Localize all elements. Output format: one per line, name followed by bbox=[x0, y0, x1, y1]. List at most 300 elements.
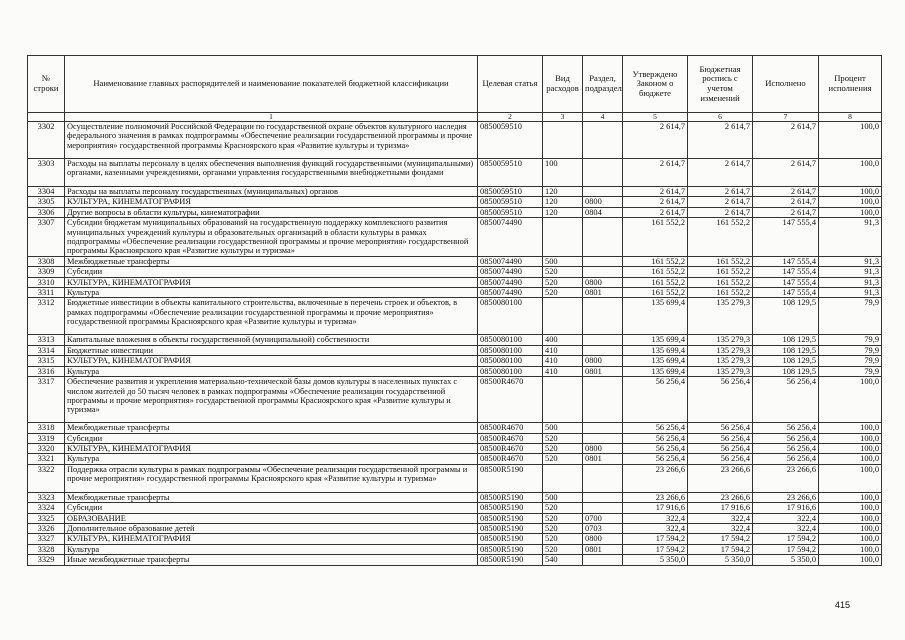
row-number: 3305 bbox=[28, 197, 65, 207]
row-number: 3318 bbox=[28, 423, 65, 433]
table-row bbox=[28, 523, 882, 533]
execution-percent: 100,0 bbox=[819, 544, 882, 554]
section-code bbox=[583, 267, 623, 277]
budget-list-amount: 322,4 bbox=[688, 513, 753, 523]
target-article: 08500R5190 bbox=[478, 513, 543, 523]
table-row bbox=[28, 197, 882, 207]
table-row bbox=[28, 492, 882, 502]
execution-percent: 100,0 bbox=[819, 443, 882, 453]
expense-type: 520 bbox=[543, 288, 583, 298]
execution-percent: 79,9 bbox=[819, 366, 882, 376]
section-code: 0804 bbox=[583, 207, 623, 217]
section-code: 0800 bbox=[583, 534, 623, 544]
expense-type: 520 bbox=[543, 523, 583, 533]
row-number: 3306 bbox=[28, 207, 65, 217]
row-number: 3320 bbox=[28, 443, 65, 453]
approved-amount: 17 594,2 bbox=[623, 534, 688, 544]
target-article: 0850074490 bbox=[478, 218, 543, 257]
table-row bbox=[28, 335, 882, 345]
executed-amount: 56 256,4 bbox=[753, 377, 819, 423]
row-name: Культура bbox=[65, 288, 478, 298]
execution-percent: 91,3 bbox=[819, 218, 882, 257]
row-number: 3329 bbox=[28, 555, 65, 565]
expense-type: 540 bbox=[543, 555, 583, 565]
table-row bbox=[28, 277, 882, 287]
execution-percent: 100,0 bbox=[819, 377, 882, 423]
row-name: Капитальные вложения в объекты государственной (муниципальной) собственности bbox=[65, 335, 478, 345]
row-name: Межбюджетные трансферты bbox=[65, 492, 478, 502]
section-code bbox=[583, 464, 623, 492]
target-article: 08500R5190 bbox=[478, 492, 543, 502]
row-number: 3302 bbox=[28, 122, 65, 159]
row-number: 3304 bbox=[28, 187, 65, 197]
target-article: 0850074490 bbox=[478, 277, 543, 287]
target-article: 08500R5190 bbox=[478, 503, 543, 513]
header-approved: Утверждено Законом о бюджете bbox=[623, 56, 688, 113]
row-name: Другие вопросы в области культуры, кинематографии bbox=[65, 207, 478, 217]
target-article: 08500R4670 bbox=[478, 433, 543, 443]
target-article: 0850059510 bbox=[478, 187, 543, 197]
section-code bbox=[583, 423, 623, 433]
executed-amount: 2 614,7 bbox=[753, 187, 819, 197]
section-code: 0800 bbox=[583, 197, 623, 207]
target-article: 08500R5190 bbox=[478, 534, 543, 544]
row-name: Субсидии бюджетам муниципальных образований на государственную поддержку комплексного развития муниципальных учреждений культуры и образовательных организаций в области культуры в рамках подпрограммы «Обеспечение реализации государственной программы и прочие мероприятия» государственной программы Красноярского края «Развитие культуры и туризма» bbox=[65, 218, 478, 257]
expense-type: 520 bbox=[543, 267, 583, 277]
expense-type: 400 bbox=[543, 335, 583, 345]
column-number: 2 bbox=[478, 113, 543, 122]
execution-percent: 100,0 bbox=[819, 207, 882, 217]
section-code bbox=[583, 377, 623, 423]
column-number: 7 bbox=[753, 113, 819, 122]
budget-list-amount: 2 614,7 bbox=[688, 207, 753, 217]
section-code bbox=[583, 122, 623, 159]
row-number: 3309 bbox=[28, 267, 65, 277]
table-row bbox=[28, 503, 882, 513]
expense-type bbox=[543, 464, 583, 492]
budget-execution-table bbox=[27, 55, 882, 566]
row-name: Межбюджетные трансферты bbox=[65, 423, 478, 433]
executed-amount: 56 256,4 bbox=[753, 454, 819, 464]
expense-type: 500 bbox=[543, 423, 583, 433]
section-code: 0800 bbox=[583, 443, 623, 453]
expense-type: 520 bbox=[543, 503, 583, 513]
executed-amount: 56 256,4 bbox=[753, 423, 819, 433]
budget-list-amount: 135 279,3 bbox=[688, 356, 753, 366]
column-number: 8 bbox=[819, 113, 882, 122]
table-row bbox=[28, 443, 882, 453]
execution-percent: 100,0 bbox=[819, 513, 882, 523]
execution-percent: 100,0 bbox=[819, 534, 882, 544]
expense-type: 100 bbox=[543, 159, 583, 187]
row-number: 3311 bbox=[28, 288, 65, 298]
table-row bbox=[28, 218, 882, 257]
table-row bbox=[28, 423, 882, 433]
execution-percent: 79,9 bbox=[819, 335, 882, 345]
expense-type: 120 bbox=[543, 207, 583, 217]
approved-amount: 135 699,4 bbox=[623, 366, 688, 376]
budget-list-amount: 322,4 bbox=[688, 523, 753, 533]
approved-amount: 23 266,6 bbox=[623, 492, 688, 502]
column-number: 1 bbox=[65, 113, 478, 122]
row-name: Культура bbox=[65, 544, 478, 554]
approved-amount: 161 552,2 bbox=[623, 277, 688, 287]
row-number: 3312 bbox=[28, 298, 65, 335]
budget-list-amount: 135 279,3 bbox=[688, 345, 753, 355]
table-header-row bbox=[28, 56, 882, 113]
approved-amount: 56 256,4 bbox=[623, 454, 688, 464]
table-row bbox=[28, 267, 882, 277]
execution-percent: 100,0 bbox=[819, 555, 882, 565]
approved-amount: 2 614,7 bbox=[623, 159, 688, 187]
table-row bbox=[28, 534, 882, 544]
row-name: Культура bbox=[65, 366, 478, 376]
budget-list-amount: 135 279,3 bbox=[688, 366, 753, 376]
row-name: Обеспечение развития и укрепления материально-технической базы домов культуры в населенных пунктах с числом жителей до 50 тысяч человек в рамках подпрограммы «Обеспечение реализации государственной программы и прочие мероприятия» государственной программы Красноярского края «Развитие культуры и туризма» bbox=[65, 377, 478, 423]
approved-amount: 56 256,4 bbox=[623, 423, 688, 433]
execution-percent: 100,0 bbox=[819, 503, 882, 513]
column-number: 3 bbox=[543, 113, 583, 122]
execution-percent: 100,0 bbox=[819, 122, 882, 159]
row-number: 3308 bbox=[28, 256, 65, 266]
section-code: 0703 bbox=[583, 523, 623, 533]
execution-percent: 100,0 bbox=[819, 454, 882, 464]
target-article: 0850074490 bbox=[478, 267, 543, 277]
table-row bbox=[28, 122, 882, 159]
executed-amount: 56 256,4 bbox=[753, 443, 819, 453]
section-code bbox=[583, 503, 623, 513]
target-article: 0850080100 bbox=[478, 298, 543, 335]
budget-list-amount: 161 552,2 bbox=[688, 256, 753, 266]
executed-amount: 2 614,7 bbox=[753, 207, 819, 217]
column-number: 6 bbox=[688, 113, 753, 122]
approved-amount: 23 266,6 bbox=[623, 464, 688, 492]
section-code: 0801 bbox=[583, 544, 623, 554]
row-name: Дополнительное образование детей bbox=[65, 523, 478, 533]
row-name: Межбюджетные трансферты bbox=[65, 256, 478, 266]
section-code bbox=[583, 159, 623, 187]
row-name: Поддержка отрасли культуры в рамках подпрограммы «Обеспечение реализации государственной программы и прочие мероприятия» государственной программы Красноярского края «Развитие культуры и туризма» bbox=[65, 464, 478, 492]
approved-amount: 5 350,0 bbox=[623, 555, 688, 565]
execution-percent: 91,3 bbox=[819, 256, 882, 266]
approved-amount: 322,4 bbox=[623, 513, 688, 523]
row-number: 3327 bbox=[28, 534, 65, 544]
section-code bbox=[583, 555, 623, 565]
table-row bbox=[28, 366, 882, 376]
expense-type: 500 bbox=[543, 492, 583, 502]
row-name: Субсидии bbox=[65, 433, 478, 443]
executed-amount: 108 129,5 bbox=[753, 356, 819, 366]
section-code: 0801 bbox=[583, 366, 623, 376]
target-article: 08500R5190 bbox=[478, 523, 543, 533]
section-code: 0801 bbox=[583, 288, 623, 298]
row-name: Иные межбюджетные трансферты bbox=[65, 555, 478, 565]
execution-percent: 100,0 bbox=[819, 433, 882, 443]
row-number: 3321 bbox=[28, 454, 65, 464]
table-row bbox=[28, 555, 882, 565]
budget-list-amount: 135 279,3 bbox=[688, 298, 753, 335]
table-row bbox=[28, 187, 882, 197]
table-row bbox=[28, 433, 882, 443]
executed-amount: 147 555,4 bbox=[753, 256, 819, 266]
section-code bbox=[583, 492, 623, 502]
row-number: 3317 bbox=[28, 377, 65, 423]
budget-list-amount: 135 279,3 bbox=[688, 335, 753, 345]
row-name: Бюджетные инвестиции в объекты капитального строительства, включенные в перечень строек и объектов, в рамках подпрограммы «Обеспечение реализации государственной программы и прочие мероприятия» государственной программы Красноярского края «Развитие культуры и туризма» bbox=[65, 298, 478, 335]
row-name: КУЛЬТУРА, КИНЕМАТОГРАФИЯ bbox=[65, 277, 478, 287]
execution-percent: 91,3 bbox=[819, 277, 882, 287]
table-row bbox=[28, 345, 882, 355]
executed-amount: 322,4 bbox=[753, 523, 819, 533]
target-article: 0850059510 bbox=[478, 159, 543, 187]
table-row bbox=[28, 454, 882, 464]
budget-list-amount: 17 594,2 bbox=[688, 544, 753, 554]
budget-list-amount: 161 552,2 bbox=[688, 267, 753, 277]
section-code bbox=[583, 335, 623, 345]
column-number: 4 bbox=[583, 113, 623, 122]
expense-type: 120 bbox=[543, 187, 583, 197]
row-name: КУЛЬТУРА, КИНЕМАТОГРАФИЯ bbox=[65, 534, 478, 544]
expense-type: 520 bbox=[543, 443, 583, 453]
executed-amount: 147 555,4 bbox=[753, 277, 819, 287]
budget-list-amount: 5 350,0 bbox=[688, 555, 753, 565]
expense-type bbox=[543, 218, 583, 257]
table-row bbox=[28, 288, 882, 298]
row-number: 3328 bbox=[28, 544, 65, 554]
expense-type: 410 bbox=[543, 366, 583, 376]
target-article: 0850074490 bbox=[478, 288, 543, 298]
row-name: Субсидии bbox=[65, 503, 478, 513]
execution-percent: 100,0 bbox=[819, 464, 882, 492]
expense-type: 410 bbox=[543, 345, 583, 355]
approved-amount: 17 594,2 bbox=[623, 544, 688, 554]
target-article: 0850080100 bbox=[478, 366, 543, 376]
table-row bbox=[28, 464, 882, 492]
section-code bbox=[583, 345, 623, 355]
execution-percent: 100,0 bbox=[819, 492, 882, 502]
column-number bbox=[28, 113, 65, 122]
target-article: 0850080100 bbox=[478, 335, 543, 345]
expense-type: 120 bbox=[543, 197, 583, 207]
table-row bbox=[28, 207, 882, 217]
row-name: Культура bbox=[65, 454, 478, 464]
section-code: 0700 bbox=[583, 513, 623, 523]
budget-list-amount: 56 256,4 bbox=[688, 454, 753, 464]
section-code: 0801 bbox=[583, 454, 623, 464]
budget-list-amount: 56 256,4 bbox=[688, 433, 753, 443]
section-code: 0800 bbox=[583, 277, 623, 287]
page-number: 415 bbox=[835, 600, 851, 610]
header-target-article: Целевая статья bbox=[478, 56, 543, 113]
approved-amount: 2 614,7 bbox=[623, 197, 688, 207]
target-article: 08500R4670 bbox=[478, 377, 543, 423]
target-article: 08500R4670 bbox=[478, 454, 543, 464]
executed-amount: 108 129,5 bbox=[753, 298, 819, 335]
expense-type: 520 bbox=[543, 277, 583, 287]
expense-type: 520 bbox=[543, 433, 583, 443]
table-row bbox=[28, 356, 882, 366]
header-executed: Исполнено bbox=[753, 56, 819, 113]
budget-list-amount: 23 266,6 bbox=[688, 464, 753, 492]
expense-type: 520 bbox=[543, 454, 583, 464]
execution-percent: 91,3 bbox=[819, 288, 882, 298]
row-number: 3326 bbox=[28, 523, 65, 533]
approved-amount: 2 614,7 bbox=[623, 207, 688, 217]
target-article: 0850059510 bbox=[478, 197, 543, 207]
header-percent: Процент исполнения bbox=[819, 56, 882, 113]
section-code bbox=[583, 298, 623, 335]
column-number-row bbox=[28, 113, 882, 122]
row-name: Осуществление полномочий Российской Федерации по государственной охране объектов культурного наследия федерального значения в рамках подпрограммы «Обеспечение реализации государственной программы и прочие мероприятия» государственной программы Красноярского края «Развитие культуры и туризма» bbox=[65, 122, 478, 159]
approved-amount: 135 699,4 bbox=[623, 356, 688, 366]
expense-type bbox=[543, 122, 583, 159]
row-number: 3314 bbox=[28, 345, 65, 355]
column-number: 5 bbox=[623, 113, 688, 122]
executed-amount: 2 614,7 bbox=[753, 197, 819, 207]
table-row bbox=[28, 159, 882, 187]
row-number: 3303 bbox=[28, 159, 65, 187]
target-article: 08500R5190 bbox=[478, 555, 543, 565]
executed-amount: 147 555,4 bbox=[753, 218, 819, 257]
target-article: 08500R4670 bbox=[478, 443, 543, 453]
target-article: 0850059510 bbox=[478, 122, 543, 159]
target-article: 0850074490 bbox=[478, 256, 543, 266]
executed-amount: 56 256,4 bbox=[753, 433, 819, 443]
target-article: 0850059510 bbox=[478, 207, 543, 217]
row-number: 3323 bbox=[28, 492, 65, 502]
budget-list-amount: 2 614,7 bbox=[688, 187, 753, 197]
table-row bbox=[28, 377, 882, 423]
executed-amount: 17 594,2 bbox=[753, 534, 819, 544]
executed-amount: 147 555,4 bbox=[753, 288, 819, 298]
row-name: КУЛЬТУРА, КИНЕМАТОГРАФИЯ bbox=[65, 356, 478, 366]
execution-percent: 100,0 bbox=[819, 423, 882, 433]
execution-percent: 100,0 bbox=[819, 159, 882, 187]
header-row-number: № строки bbox=[28, 56, 65, 113]
budget-list-amount: 161 552,2 bbox=[688, 277, 753, 287]
row-number: 3319 bbox=[28, 433, 65, 443]
section-code bbox=[583, 187, 623, 197]
budget-list-amount: 2 614,7 bbox=[688, 122, 753, 159]
row-number: 3310 bbox=[28, 277, 65, 287]
approved-amount: 135 699,4 bbox=[623, 335, 688, 345]
approved-amount: 135 699,4 bbox=[623, 298, 688, 335]
executed-amount: 2 614,7 bbox=[753, 122, 819, 159]
expense-type: 520 bbox=[543, 544, 583, 554]
target-article: 08500R4670 bbox=[478, 423, 543, 433]
expense-type bbox=[543, 377, 583, 423]
row-name: Субсидии bbox=[65, 267, 478, 277]
budget-list-amount: 17 594,2 bbox=[688, 534, 753, 544]
header-section: Раздел, подраздел bbox=[583, 56, 623, 113]
executed-amount: 147 555,4 bbox=[753, 267, 819, 277]
approved-amount: 161 552,2 bbox=[623, 256, 688, 266]
approved-amount: 2 614,7 bbox=[623, 122, 688, 159]
target-article: 0850080100 bbox=[478, 356, 543, 366]
expense-type: 410 bbox=[543, 356, 583, 366]
table-row bbox=[28, 513, 882, 523]
execution-percent: 100,0 bbox=[819, 523, 882, 533]
executed-amount: 17 916,6 bbox=[753, 503, 819, 513]
budget-list-amount: 23 266,6 bbox=[688, 492, 753, 502]
row-number: 3307 bbox=[28, 218, 65, 257]
executed-amount: 17 594,2 bbox=[753, 544, 819, 554]
execution-percent: 91,3 bbox=[819, 267, 882, 277]
approved-amount: 2 614,7 bbox=[623, 187, 688, 197]
budget-list-amount: 56 256,4 bbox=[688, 423, 753, 433]
section-code bbox=[583, 218, 623, 257]
executed-amount: 322,4 bbox=[753, 513, 819, 523]
budget-list-amount: 2 614,7 bbox=[688, 159, 753, 187]
row-name: Расходы на выплаты персоналу в целях обеспечения выполнения функций государственными (муниципальными) органами, казенными учреждениями, органами управления государственными внебюджетными фондами bbox=[65, 159, 478, 187]
executed-amount: 2 614,7 bbox=[753, 159, 819, 187]
row-name: КУЛЬТУРА, КИНЕМАТОГРАФИЯ bbox=[65, 443, 478, 453]
target-article: 0850080100 bbox=[478, 345, 543, 355]
table-row bbox=[28, 298, 882, 335]
table-row bbox=[28, 544, 882, 554]
budget-list-amount: 161 552,2 bbox=[688, 288, 753, 298]
approved-amount: 56 256,4 bbox=[623, 443, 688, 453]
executed-amount: 108 129,5 bbox=[753, 366, 819, 376]
executed-amount: 23 266,6 bbox=[753, 492, 819, 502]
row-number: 3316 bbox=[28, 366, 65, 376]
table-row bbox=[28, 256, 882, 266]
row-name: ОБРАЗОВАНИЕ bbox=[65, 513, 478, 523]
execution-percent: 79,9 bbox=[819, 298, 882, 335]
approved-amount: 161 552,2 bbox=[623, 218, 688, 257]
approved-amount: 56 256,4 bbox=[623, 377, 688, 423]
expense-type: 500 bbox=[543, 256, 583, 266]
execution-percent: 79,9 bbox=[819, 345, 882, 355]
approved-amount: 322,4 bbox=[623, 523, 688, 533]
section-code bbox=[583, 433, 623, 443]
approved-amount: 135 699,4 bbox=[623, 345, 688, 355]
expense-type: 520 bbox=[543, 513, 583, 523]
execution-percent: 79,9 bbox=[819, 356, 882, 366]
budget-list-amount: 2 614,7 bbox=[688, 197, 753, 207]
approved-amount: 161 552,2 bbox=[623, 267, 688, 277]
execution-percent: 100,0 bbox=[819, 187, 882, 197]
expense-type: 520 bbox=[543, 534, 583, 544]
header-name: Наименование главных распорядителей и наименование показателей бюджетной классификации bbox=[65, 56, 478, 113]
section-code bbox=[583, 256, 623, 266]
approved-amount: 17 916,6 bbox=[623, 503, 688, 513]
row-number: 3324 bbox=[28, 503, 65, 513]
section-code: 0800 bbox=[583, 356, 623, 366]
target-article: 08500R5190 bbox=[478, 544, 543, 554]
budget-list-amount: 56 256,4 bbox=[688, 443, 753, 453]
approved-amount: 56 256,4 bbox=[623, 433, 688, 443]
executed-amount: 5 350,0 bbox=[753, 555, 819, 565]
budget-list-amount: 56 256,4 bbox=[688, 377, 753, 423]
expense-type bbox=[543, 298, 583, 335]
approved-amount: 161 552,2 bbox=[623, 288, 688, 298]
row-name: КУЛЬТУРА, КИНЕМАТОГРАФИЯ bbox=[65, 197, 478, 207]
execution-percent: 100,0 bbox=[819, 197, 882, 207]
executed-amount: 108 129,5 bbox=[753, 345, 819, 355]
header-expense-type: Вид расходов bbox=[543, 56, 583, 113]
executed-amount: 23 266,6 bbox=[753, 464, 819, 492]
row-name: Бюджетные инвестиции bbox=[65, 345, 478, 355]
header-budget-list: Бюджетная роспись с учетом изменений bbox=[688, 56, 753, 113]
row-name: Расходы на выплаты персоналу государственных (муниципальных) органов bbox=[65, 187, 478, 197]
row-number: 3313 bbox=[28, 335, 65, 345]
row-number: 3315 bbox=[28, 356, 65, 366]
budget-list-amount: 17 916,6 bbox=[688, 503, 753, 513]
budget-list-amount: 161 552,2 bbox=[688, 218, 753, 257]
row-number: 3325 bbox=[28, 513, 65, 523]
executed-amount: 108 129,5 bbox=[753, 335, 819, 345]
